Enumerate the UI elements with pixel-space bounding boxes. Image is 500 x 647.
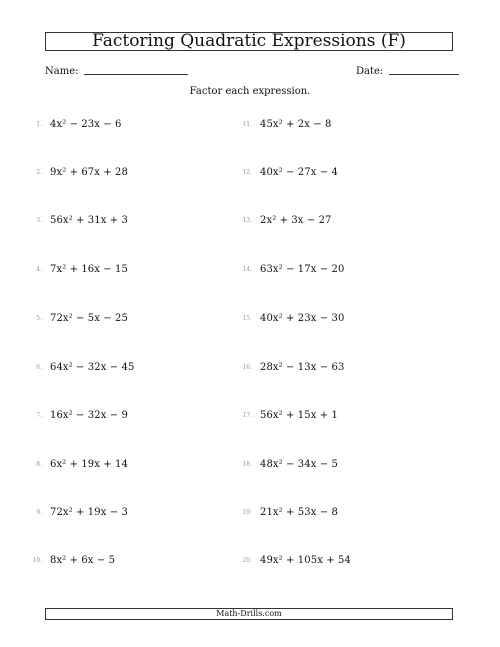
problem-expression: 45x² + 2x − 8 — [260, 119, 332, 130]
problem-expression: 72x² + 19x − 3 — [50, 507, 128, 518]
problem-expression: 21x² + 53x − 8 — [260, 507, 338, 518]
problem-expression: 56x² + 15x + 1 — [260, 410, 338, 421]
problem-item — [238, 452, 338, 470]
problem-expression: 8x² + 6x − 5 — [50, 555, 116, 566]
problem-item — [238, 548, 351, 566]
problem-item — [28, 208, 128, 226]
problem-number: 8. — [36, 461, 42, 468]
problem-item — [28, 500, 128, 518]
problem-number: 11. — [242, 121, 252, 128]
problem-expression: 28x² − 13x − 63 — [260, 362, 345, 373]
problem-number: 6. — [36, 364, 42, 371]
problem-item — [28, 452, 128, 470]
footer-source: Math-Drills.com — [45, 608, 453, 620]
problem-number: 12. — [242, 169, 252, 176]
problem-expression: 72x² − 5x − 25 — [50, 313, 128, 324]
date-label: Date: — [356, 66, 384, 77]
name-label: Name: — [45, 66, 79, 77]
problem-expression: 48x² − 34x − 5 — [260, 459, 338, 470]
problem-item — [238, 208, 332, 226]
problem-number: 18. — [242, 461, 252, 468]
problem-expression: 16x² − 32x − 9 — [50, 410, 128, 421]
problem-number: 10. — [32, 557, 42, 564]
problem-item — [238, 306, 345, 324]
problem-expression: 9x² + 67x + 28 — [50, 167, 128, 178]
problem-number: 1. — [36, 121, 42, 128]
problem-number: 5. — [36, 315, 42, 322]
problem-item — [28, 355, 135, 373]
problem-number: 15. — [242, 315, 252, 322]
problem-number: 3. — [36, 217, 42, 224]
problem-item — [238, 403, 338, 421]
problem-item — [28, 257, 128, 275]
problem-item — [238, 500, 338, 518]
problem-expression: 40x² − 27x − 4 — [260, 167, 338, 178]
problem-expression: 56x² + 31x + 3 — [50, 215, 128, 226]
problem-expression: 7x² + 16x − 15 — [50, 264, 128, 275]
problem-number: 9. — [36, 509, 42, 516]
problem-expression: 2x² + 3x − 27 — [260, 215, 332, 226]
date-field — [356, 64, 459, 77]
problem-number: 13. — [242, 217, 252, 224]
problem-number: 7. — [36, 412, 42, 419]
problem-item — [28, 112, 122, 130]
problem-item — [238, 160, 338, 178]
problem-expression: 49x² + 105x + 54 — [260, 555, 351, 566]
problem-item — [238, 257, 345, 275]
problem-item — [28, 548, 116, 566]
name-field — [45, 64, 188, 77]
problem-number: 20. — [242, 557, 252, 564]
problem-expression: 40x² + 23x − 30 — [260, 313, 345, 324]
problem-number: 2. — [36, 169, 42, 176]
problem-item — [238, 355, 345, 373]
problem-number: 17. — [242, 412, 252, 419]
worksheet-title: Factoring Quadratic Expressions (F) — [45, 32, 453, 51]
instruction-text: Factor each expression. — [189, 86, 311, 97]
date-blank-line — [389, 64, 459, 75]
problem-item — [28, 403, 128, 421]
problem-number: 16. — [242, 364, 252, 371]
name-blank-line — [84, 64, 188, 75]
problem-expression: 6x² + 19x + 14 — [50, 459, 128, 470]
problem-expression: 4x² − 23x − 6 — [50, 119, 122, 130]
problem-item — [28, 160, 128, 178]
problem-expression: 64x² − 32x − 45 — [50, 362, 135, 373]
problem-number: 14. — [242, 266, 252, 273]
problem-item — [28, 306, 128, 324]
problem-number: 19. — [242, 509, 252, 516]
problem-expression: 63x² − 17x − 20 — [260, 264, 345, 275]
problem-item — [238, 112, 332, 130]
problem-number: 4. — [36, 266, 42, 273]
